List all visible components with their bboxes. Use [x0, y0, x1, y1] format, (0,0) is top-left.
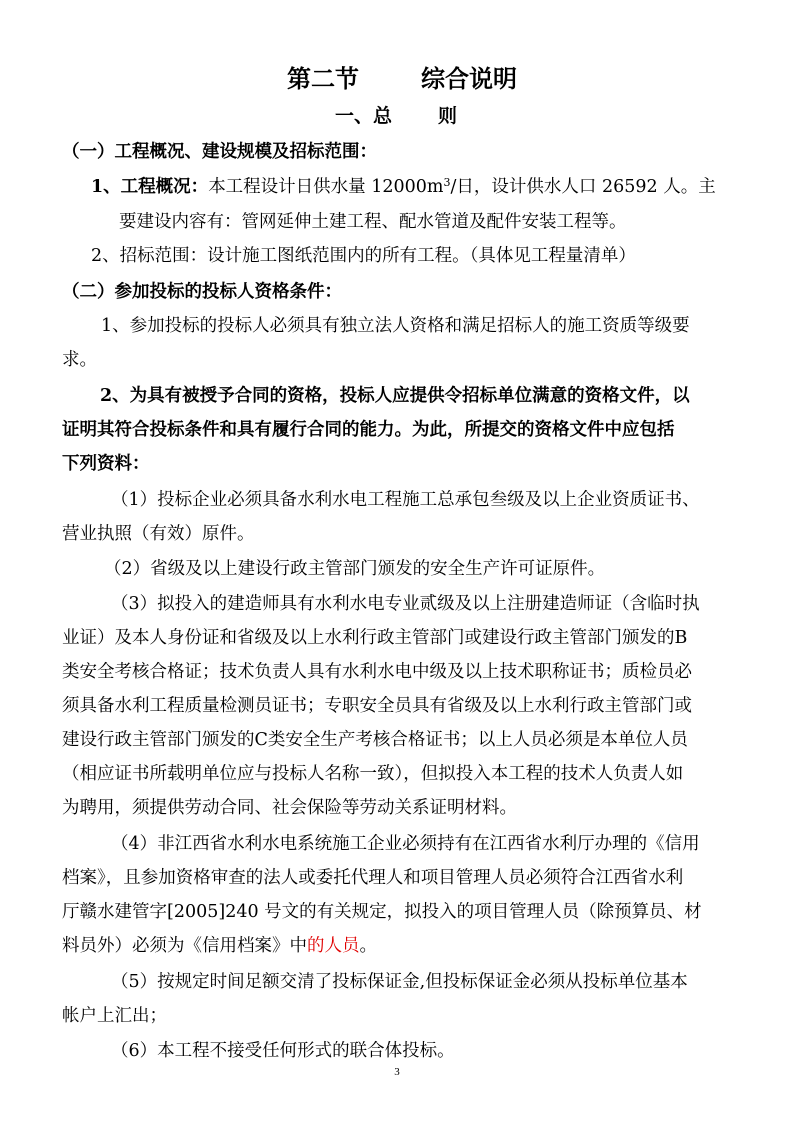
- heading-project-overview: （一）工程概况、建设规模及招标范围：: [62, 142, 377, 162]
- heading-bidder-qualifications: （二）参加投标的投标人资格条件：: [62, 282, 342, 302]
- overview-text-part2: /日，设计供水人口 26592 人。主: [450, 177, 716, 197]
- item-4-line2: 档案》，且参加资格审查的法人或委托代理人和项目管理人员必须符合江西省水利: [62, 868, 684, 888]
- item-2: （2）省级及以上建设行政主管部门颁发的安全生产许可证原件。: [104, 559, 606, 579]
- paragraph-bidding-scope: 2、招标范围：设计施工图纸范围内的所有工程。（具体见工程量清单）: [91, 246, 636, 266]
- qualification-2-line1: 2、为具有被授予合同的资格，投标人应提供令招标单位满意的资格文件，以: [100, 386, 690, 406]
- subtitle-right: 则: [438, 105, 458, 127]
- section-title-number: 第二节: [287, 64, 359, 93]
- section-title-text: 综合说明: [421, 64, 517, 93]
- superscript-3: 3: [443, 176, 451, 189]
- subtitle-left: 一、总: [335, 105, 393, 127]
- overview-label: 1、工程概况：: [91, 177, 209, 197]
- item-1-line2: 营业执照（有效）原件。: [62, 524, 255, 544]
- item-3-line1: （3）拟投入的建造师具有水利水电专业贰级及以上注册建造师证（含临时执: [111, 594, 700, 614]
- item-3-line5: 建设行政主管部门颁发的C类安全生产考核合格证书；以上人员必须是本单位人员: [62, 730, 688, 750]
- item-4-line4-text: 料员外）必须为《信用档案》中: [62, 936, 307, 956]
- item-3-line6: （相应证书所载明单位应与投标人名称一致），但拟投入本工程的技术人负责人如: [62, 764, 684, 784]
- section-title: [287, 64, 517, 94]
- item-5-line1: （5）按规定时间足额交清了投标保证金,但投标保证金必须从投标单位基本: [111, 972, 688, 992]
- chapter-subtitle: [335, 104, 457, 128]
- item-3-line3: 类安全考核合格证；技术负责人具有水利水电中级及以上技术职称证书；质检员必: [62, 662, 692, 682]
- item-4-line3: 厅赣水建管字[2005]240 号文的有关规定，拟投入的项目管理人员（除预算员、材: [62, 902, 702, 922]
- item-3-line2: 业证）及本人身份证和省级及以上水利行政主管部门或建设行政主管部门颁发的B: [62, 628, 688, 648]
- item-4-line4: [62, 934, 377, 958]
- item-4-line4-end: 。: [359, 936, 377, 956]
- highlighted-text: 的人员: [307, 936, 360, 956]
- qualification-2-line3: 下列资料：: [62, 454, 150, 474]
- qualification-1-line2: 求。: [62, 350, 97, 370]
- qualification-1-line1: 1、参加投标的投标人必须具有独立法人资格和满足招标人的施工资质等级要: [101, 316, 690, 336]
- item-3-line4: 须具备水利工程质量检测员证书；专职安全员具有省级及以上水利行政主管部门或: [62, 696, 692, 716]
- item-6: （6）本工程不接受任何形式的联合体投标。: [111, 1041, 455, 1061]
- paragraph-project-overview-line2: 要建设内容有：管网延伸土建工程、配水管道及配件安装工程等。: [119, 212, 627, 232]
- item-1-line1: （1）投标企业必须具备水利水电工程施工总承包叁级及以上企业资质证书、: [111, 490, 700, 510]
- qualification-2-line2: 证明其符合投标条件和具有履行合同的能力。为此，所提交的资格文件中应包括: [62, 420, 675, 440]
- item-5-line2: 帐户上汇出；: [62, 1006, 167, 1026]
- item-3-line7: 为聘用，须提供劳动合同、社会保险等劳动关系证明材料。: [62, 798, 517, 818]
- paragraph-project-overview-line1: [91, 175, 716, 199]
- page-number: 3: [394, 1066, 400, 1078]
- overview-text-part1: 本工程设计日供水量 12000m: [208, 177, 444, 197]
- item-4-line1: （4）非江西省水利水电系统施工企业必须持有在江西省水利厅办理的《信用: [111, 834, 700, 854]
